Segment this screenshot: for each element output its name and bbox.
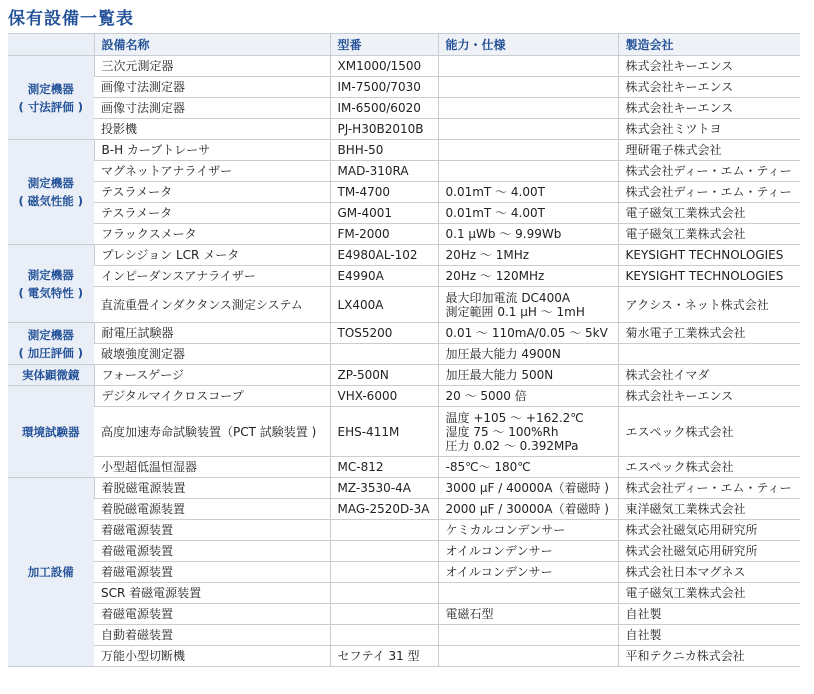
equipment-name-cell: 着磁電源装置 — [94, 562, 330, 583]
model-cell: LX400A — [330, 287, 438, 323]
equipment-name-cell: プレシジョン LCR メータ — [94, 245, 330, 266]
maker-cell: 平和テクニカ株式会社 — [618, 646, 800, 667]
equipment-name-cell: 着磁電源装置 — [94, 604, 330, 625]
maker-cell: アクシス・ネット株式会社 — [618, 287, 800, 323]
spec-cell — [438, 365, 618, 386]
header-maker: 製造会社 — [618, 34, 800, 56]
equipment-name-cell: 耐電圧試験器 — [94, 323, 330, 344]
maker-cell: 株式会社キーエンス — [618, 56, 800, 77]
maker-cell: 株式会社磁気応用研究所 — [618, 520, 800, 541]
category-label: ( 加圧評価 ) — [18, 345, 84, 360]
spec-cell — [438, 386, 618, 407]
equipment-name-cell: 自動着磁装置 — [94, 625, 330, 646]
maker-cell: 電子磁気工業株式会社 — [618, 203, 800, 224]
equipment-name-cell: 万能小型切断機 — [94, 646, 330, 667]
category-label: 実体顕微鏡 — [22, 368, 80, 382]
model-cell: E4980AL-102 — [330, 245, 438, 266]
category-label: ( 磁気性能 ) — [18, 194, 84, 208]
maker-cell: 株式会社キーエンス — [618, 386, 800, 407]
model-cell: PJ-H30B2010B — [330, 119, 438, 140]
maker-cell: 電子磁気工業株式会社 — [618, 224, 800, 245]
spec-line: 20 ～ 5000 倍 — [445, 389, 527, 403]
equipment-name-cell: 高度加速寿命試験装置（PCT 試験装置 ) — [94, 407, 330, 457]
table-row — [8, 520, 800, 541]
equipment-name-cell: マグネットアナライザー — [94, 161, 330, 182]
maker-cell: 株式会社ディー・エム・ティー — [618, 182, 800, 203]
model-cell — [330, 562, 438, 583]
spec-cell — [438, 478, 618, 499]
table-row — [8, 365, 800, 386]
spec-cell — [438, 457, 618, 478]
equipment-name-cell: 投影機 — [94, 119, 330, 140]
model-cell: MAD-310RA — [330, 161, 438, 182]
category-cell — [8, 140, 94, 245]
spec-cell — [438, 604, 618, 625]
spec-cell — [438, 161, 618, 182]
category-cell — [8, 56, 94, 140]
table-row — [8, 604, 800, 625]
table-row — [8, 323, 800, 344]
equipment-name-cell: 着磁電源装置 — [94, 520, 330, 541]
maker-cell: 理研電子株式会社 — [618, 140, 800, 161]
model-cell: IM-6500/6020 — [330, 98, 438, 119]
spec-cell — [438, 98, 618, 119]
spec-cell — [438, 344, 618, 365]
table-row — [8, 287, 800, 323]
table-row — [8, 541, 800, 562]
spec-line: 0.01mT ～ 4.00T — [445, 185, 545, 199]
equipment-name-cell: テスラメータ — [94, 182, 330, 203]
spec-line: 0.01mT ～ 4.00T — [445, 206, 545, 220]
model-cell: FM-2000 — [330, 224, 438, 245]
spec-line: 20Hz ～ 120MHz — [445, 269, 545, 283]
model-cell: MAG-2520D-3A — [330, 499, 438, 520]
table-row — [8, 161, 800, 182]
spec-line: -85℃～ 180℃ — [445, 460, 531, 474]
spec-cell — [438, 119, 618, 140]
spec-cell — [438, 625, 618, 646]
spec-line: 圧力 0.02 ～ 0.392MPa — [445, 438, 579, 453]
maker-cell: エスペック株式会社 — [618, 407, 800, 457]
maker-cell: エスペック株式会社 — [618, 457, 800, 478]
table-row — [8, 646, 800, 667]
spec-cell — [438, 562, 618, 583]
spec-cell — [438, 646, 618, 667]
model-cell — [330, 604, 438, 625]
table-row — [8, 344, 800, 365]
category-label: 環境試験器 — [22, 424, 80, 439]
spec-cell — [438, 499, 618, 520]
spec-line: 最大印加電流 DC400A — [445, 290, 571, 305]
category-label: 加工設備 — [27, 565, 74, 579]
model-cell: ZP-500N — [330, 365, 438, 386]
equipment-name-cell: 三次元測定器 — [94, 56, 330, 77]
spec-line: 3000 μF / 40000A（着磁時 ) — [445, 481, 609, 495]
page-title: 保有設備一覧表 — [8, 9, 134, 29]
spec-cell — [438, 245, 618, 266]
header-spec: 能力・仕様 — [438, 34, 618, 56]
equipment-name-cell: 直流重畳インダクタンス測定システム — [94, 287, 330, 323]
spec-line: 湿度 75 ～ 100%Rh — [445, 424, 559, 439]
header-category — [8, 34, 94, 56]
table-header-row — [8, 34, 800, 56]
spec-line: 電磁石型 — [445, 607, 494, 621]
category-label: 測定機器 — [27, 81, 74, 96]
model-cell: VHX-6000 — [330, 386, 438, 407]
category-cell — [8, 386, 94, 478]
spec-cell — [438, 287, 618, 323]
table-row — [8, 499, 800, 520]
equipment-name-cell: 画像寸法測定器 — [94, 98, 330, 119]
model-cell — [330, 541, 438, 562]
spec-line: オイルコンデンサー — [445, 544, 553, 558]
category-cell — [8, 323, 94, 365]
table-row — [8, 407, 800, 457]
maker-cell: 菊水電子工業株式会社 — [618, 323, 800, 344]
maker-cell: 株式会社キーエンス — [618, 77, 800, 98]
maker-cell — [618, 344, 800, 365]
equipment-name-cell: B-H カーブトレーサ — [94, 140, 330, 161]
spec-line: ケミカルコンデンサー — [445, 523, 566, 537]
equipment-name-cell: 着磁電源装置 — [94, 541, 330, 562]
spec-line: 0.1 μWb ～ 9.99Wb — [445, 227, 562, 241]
spec-cell — [438, 266, 618, 287]
maker-cell: 株式会社ミツトヨ — [618, 119, 800, 140]
table-row — [8, 203, 800, 224]
equipment-name-cell: テスラメータ — [94, 203, 330, 224]
spec-line: 20Hz ～ 1MHz — [445, 248, 530, 262]
spec-line: 加圧最大能力 500N — [445, 368, 554, 382]
model-cell: セフテイ 31 型 — [330, 646, 438, 667]
model-cell: TM-4700 — [330, 182, 438, 203]
table-row — [8, 119, 800, 140]
model-cell: XM1000/1500 — [330, 56, 438, 77]
equipment-name-cell: 着脱磁電源装置 — [94, 478, 330, 499]
maker-cell: 株式会社ディー・エム・ティー — [618, 478, 800, 499]
category-label: 測定機器 — [27, 176, 74, 190]
equipment-name-cell: フラックスメータ — [94, 224, 330, 245]
table-row — [8, 478, 800, 499]
maker-cell: 株式会社イマダ — [618, 365, 800, 386]
table-body — [8, 56, 800, 667]
category-label: 測定機器 — [27, 327, 74, 342]
maker-cell: 株式会社ディー・エム・ティー — [618, 161, 800, 182]
equipment-table — [8, 33, 800, 667]
table-row — [8, 56, 800, 77]
model-cell — [330, 583, 438, 604]
table-row — [8, 625, 800, 646]
table-row — [8, 224, 800, 245]
category-cell — [8, 245, 94, 323]
spec-line: 測定範囲 0.1 μH ～ 1mH — [445, 304, 585, 319]
spec-cell — [438, 520, 618, 541]
equipment-name-cell: 画像寸法測定器 — [94, 77, 330, 98]
spec-cell — [438, 203, 618, 224]
equipment-name-cell: 破壊強度測定器 — [94, 344, 330, 365]
header-model: 型番 — [330, 34, 438, 56]
maker-cell: 東洋磁気工業株式会社 — [618, 499, 800, 520]
spec-cell — [438, 224, 618, 245]
maker-cell: 株式会社キーエンス — [618, 98, 800, 119]
maker-cell: KEYSIGHT TECHNOLOGIES — [618, 245, 800, 266]
spec-line: 温度 +105 ～ +162.2℃ — [445, 410, 584, 425]
category-label: ( 電気特性 ) — [18, 285, 84, 300]
spec-cell — [438, 77, 618, 98]
maker-cell: 株式会社日本マグネス — [618, 562, 800, 583]
spec-cell — [438, 583, 618, 604]
equipment-name-cell: インピーダンスアナライザー — [94, 266, 330, 287]
spec-cell — [438, 182, 618, 203]
spec-cell — [438, 541, 618, 562]
model-cell: IM-7500/7030 — [330, 77, 438, 98]
model-cell — [330, 625, 438, 646]
category-label: ( 寸法評価 ) — [18, 99, 84, 114]
table-row — [8, 182, 800, 203]
spec-line: 0.01 ～ 110mA/0.05 ～ 5kV — [445, 326, 608, 340]
model-cell: GM-4001 — [330, 203, 438, 224]
spec-line: 加圧最大能力 4900N — [445, 347, 561, 361]
maker-cell: KEYSIGHT TECHNOLOGIES — [618, 266, 800, 287]
table-row — [8, 583, 800, 604]
spec-line: 2000 μF / 30000A（着磁時 ) — [445, 502, 609, 516]
model-cell: MC-812 — [330, 457, 438, 478]
maker-cell: 株式会社磁気応用研究所 — [618, 541, 800, 562]
maker-cell: 自社製 — [618, 604, 800, 625]
maker-cell: 自社製 — [618, 625, 800, 646]
table-row — [8, 266, 800, 287]
category-label: 測定機器 — [27, 267, 74, 282]
model-cell: MZ-3530-4A — [330, 478, 438, 499]
header-equipment-name: 設備名称 — [94, 34, 330, 56]
table-row — [8, 98, 800, 119]
spec-cell — [438, 56, 618, 77]
model-cell: TOS5200 — [330, 323, 438, 344]
spec-cell — [438, 407, 618, 457]
maker-cell: 電子磁気工業株式会社 — [618, 583, 800, 604]
spec-cell — [438, 323, 618, 344]
spec-cell — [438, 140, 618, 161]
equipment-name-cell: SCR 着磁電源装置 — [94, 583, 330, 604]
table-row — [8, 562, 800, 583]
model-cell: E4990A — [330, 266, 438, 287]
table-row — [8, 140, 800, 161]
table-row — [8, 386, 800, 407]
model-cell — [330, 520, 438, 541]
table-row — [8, 77, 800, 98]
model-cell: EHS-411M — [330, 407, 438, 457]
spec-line: オイルコンデンサー — [445, 565, 553, 579]
category-cell — [8, 478, 94, 667]
equipment-name-cell: 着脱磁電源装置 — [94, 499, 330, 520]
equipment-name-cell: フォースゲージ — [94, 365, 330, 386]
model-cell: BHH-50 — [330, 140, 438, 161]
table-row — [8, 457, 800, 478]
table-row — [8, 245, 800, 266]
equipment-name-cell: 小型超低温恒湿器 — [94, 457, 330, 478]
model-cell — [330, 344, 438, 365]
category-cell — [8, 365, 94, 386]
equipment-name-cell: デジタルマイクロスコープ — [94, 386, 330, 407]
